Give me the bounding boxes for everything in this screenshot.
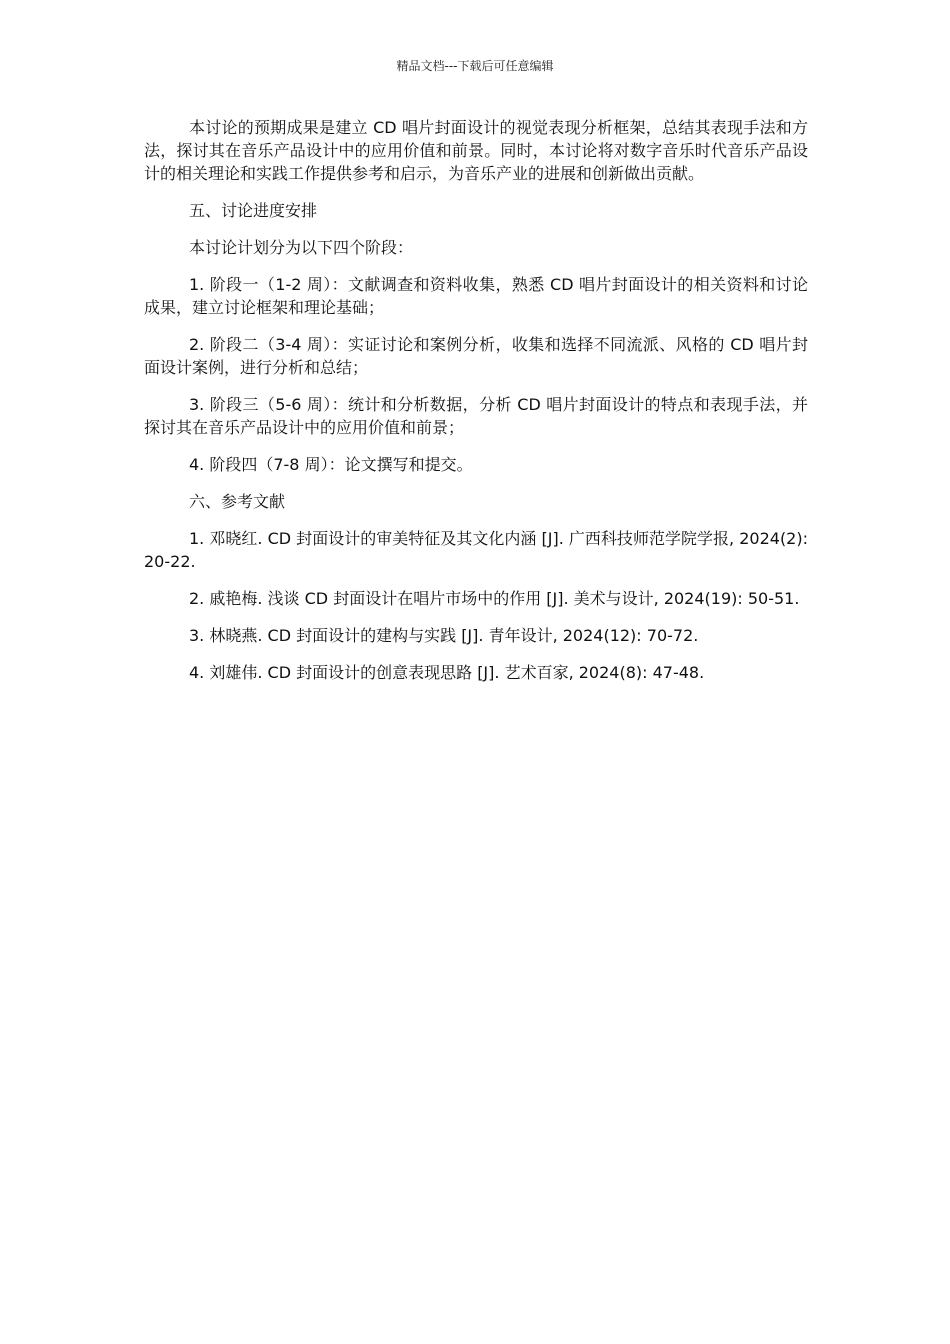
stage-item-4: 4. 阶段四（7-8 周）：论文撰写和提交。 [189,455,473,474]
schedule-heading: 五、讨论进度安排 [189,201,318,220]
stage-item-2: 2. 阶段二（3-4 周）：实证讨论和案例分析，收集和选择不同流派、风格的 CD 唱片封面设计案例，进行分析和总结； [144,335,808,377]
stage-item-1: 1. 阶段一（1-2 周）：文献调查和资料收集，熟悉 CD 唱片封面设计的相关资料和讨论成果，建立讨论框架和理论基础； [144,275,808,317]
reference-item-4: 4. 刘雄伟. CD 封面设计的创意表现思路 [J]. 艺术百家, 2024(8): 47-48. [189,663,705,682]
references-heading: 六、参考文献 [189,492,286,511]
reference-item-2: 2. 戚艳梅. 浅谈 CD 封面设计在唱片市场中的作用 [J]. 美术与设计, 2024(19): 50-51. [189,589,800,608]
reference-item-1: 1. 邓晓红. CD 封面设计的审美特征及其文化内涵 [J]. 广西科技师范学院学报, 2024(2): 20-22. [144,529,808,571]
schedule-intro: 本讨论计划分为以下四个阶段： [189,238,414,257]
intro-paragraph: 本讨论的预期成果是建立 CD 唱片封面设计的视觉表现分析框架，总结其表现手法和方法，探讨其在音乐产品设计中的应用价值和前景。同时，本讨论将对数字音乐时代音乐产品设计的相关理论和实践工作提供参考和启示，为音乐产业的进展和创新做出贡献。 [144,118,808,183]
stage-item-3: 3. 阶段三（5-6 周）：统计和分析数据，分析 CD 唱片封面设计的特点和表现手法，并探讨其在音乐产品设计中的应用价值和前景； [144,395,808,437]
page-header: 精品文档---下载后可任意编辑 [396,59,554,73]
reference-item-3: 3. 林晓燕. CD 封面设计的建构与实践 [J]. 青年设计, 2024(12): 70-72. [189,626,699,645]
document-body [144,116,808,698]
